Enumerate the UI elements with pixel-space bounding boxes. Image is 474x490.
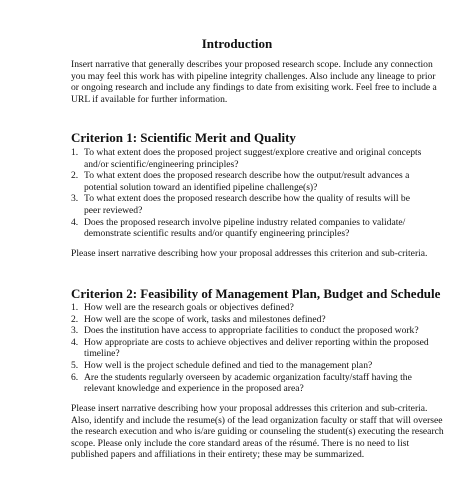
item-line: peer reviewed? <box>84 204 143 216</box>
item-line: potential solution toward an identified pipeline challenge(s)? <box>84 181 318 193</box>
item-line: relevant knowledge and experience in the proposed area? <box>84 383 304 395</box>
criterion1-list <box>71 147 431 240</box>
note-line: Also, identify and include the resume(s) of the lead organization faculty or staff that will oversee <box>71 414 443 426</box>
item-line: How appropriate are costs to achieve objectives and deliver reporting within the proposed <box>84 336 429 348</box>
document-title: Introduction <box>201 36 273 51</box>
item-line: To what extent does the proposed project suggest/explore creative and original concepts <box>84 147 422 158</box>
item-line: Does the proposed research involve pipeline industry related companies to validate/ <box>84 216 406 228</box>
item-line: timeline? <box>84 348 120 360</box>
item-number: 3. <box>71 193 79 205</box>
list-item <box>71 193 431 216</box>
note-line: published papers and affiliations in their entirety; these may be summarized. <box>71 449 365 461</box>
list-item <box>71 217 431 240</box>
item-line: How well are the scope of work, tasks and milestones defined? <box>84 313 326 325</box>
list-item <box>71 302 431 314</box>
item-line: How well is the project schedule defined and tied to the management plan? <box>84 359 373 371</box>
item-number: 4. <box>71 216 79 228</box>
intro-line: Insert narrative that generally describes your proposed research scope. Include any connection <box>71 59 433 70</box>
item-number: 2. <box>71 170 79 182</box>
intro-line: or ongoing research and include any findings to date from exisiting work. Feel free to include a <box>71 82 437 94</box>
criterion2-heading: Criterion 2: Feasibility of Management Plan, Budget and Schedule <box>71 286 441 301</box>
item-number: 3. <box>71 325 79 337</box>
list-item <box>71 170 431 193</box>
item-line: How well are the research goals or objectives defined? <box>84 302 294 313</box>
criterion1-heading: Criterion 1: Scientific Merit and Quality <box>71 130 296 145</box>
item-line: Does the institution have access to appropriate facilities to conduct the proposed work? <box>84 325 419 337</box>
note-line: the research execution and who is/are guiding or counseling the student(s) executing the research <box>71 426 444 438</box>
intro-line: you may feel this work has with pipeline integrity challenges. Also include any lineage to prior <box>71 70 436 82</box>
item-number: 2. <box>71 313 79 325</box>
item-number: 5. <box>71 359 79 371</box>
item-number: 1. <box>71 302 79 313</box>
intro-paragraph <box>71 59 437 105</box>
note-line: Please insert narrative describing how your proposal addresses this criterion and sub-criteria. <box>71 403 428 414</box>
list-item <box>71 325 431 337</box>
item-number: 1. <box>71 147 79 158</box>
list-item <box>71 337 431 360</box>
item-line: and/or scientific/engineering principles? <box>84 158 239 170</box>
list-item <box>71 147 431 170</box>
criterion2-note <box>71 403 444 461</box>
criterion2-list <box>71 302 431 395</box>
intro-line: URL if available for further information. <box>71 93 228 105</box>
item-number: 4. <box>71 336 79 348</box>
note-line: Please insert narrative describing how your proposal addresses this criterion and sub-criteria. <box>71 248 428 259</box>
item-number: 6. <box>71 371 79 383</box>
list-item <box>71 372 431 395</box>
item-line: To what extent does the proposed research describe how the output/result advances a <box>84 170 410 182</box>
item-line: To what extent does the proposed research describe how the quality of results will be <box>84 193 410 205</box>
criterion1-note <box>71 248 428 260</box>
note-line: scope. Please only include the core standard areas of the résumé. There is no need to list <box>71 437 410 449</box>
list-item <box>71 314 431 326</box>
list-item <box>71 360 431 372</box>
item-line: demonstrate scientific results and/or quantify engineering principles? <box>84 228 350 240</box>
item-line: Are the students regularly overseen by academic organization faculty/staff having the <box>84 371 412 383</box>
